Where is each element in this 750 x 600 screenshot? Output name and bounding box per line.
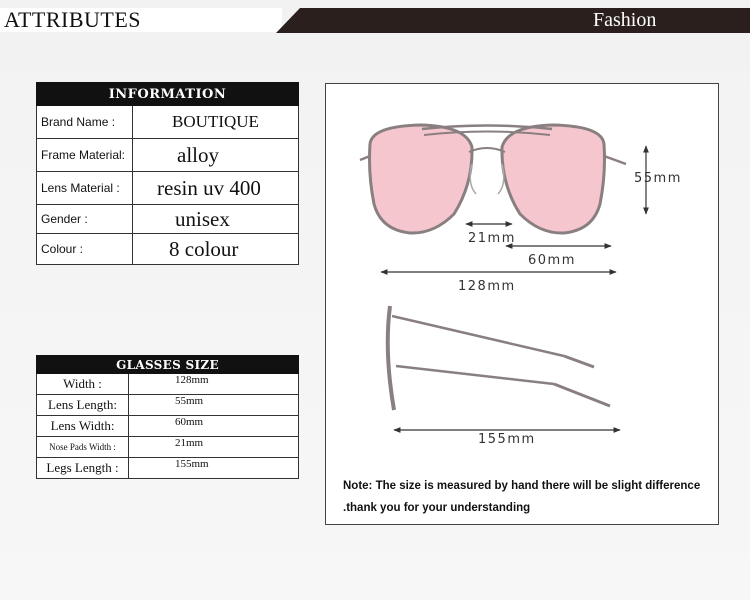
table-row <box>37 374 299 395</box>
table-row <box>37 416 299 437</box>
table-row <box>37 458 299 479</box>
leg-length-label: 155mm <box>478 432 536 447</box>
header-dark-bar <box>276 8 750 33</box>
lens-width-label: Lens Width: <box>37 416 129 437</box>
note-line-1: Note: The size is measured by hand there will be slight difference <box>343 480 701 492</box>
glasses-size-table <box>36 355 299 479</box>
colour-value: 8 colour <box>133 234 299 265</box>
nose-pads-width-value: 21mm <box>129 437 299 458</box>
table-row <box>37 395 299 416</box>
glasses-side-view <box>388 306 610 410</box>
total-width-label: 128mm <box>458 279 516 294</box>
width-label: Width : <box>37 374 129 395</box>
left-nose-pad <box>470 164 476 194</box>
note-line-2: .thank you for your understanding <box>343 502 531 514</box>
legs-length-value: 155mm <box>129 458 299 479</box>
brand-name-label: Brand Name : <box>37 106 133 139</box>
right-nose-pad <box>498 164 504 194</box>
lower-temple-tip <box>554 384 610 406</box>
information-table <box>36 82 299 265</box>
glasses-diagram <box>326 84 718 524</box>
side-frame-front <box>388 306 394 410</box>
dimension-diagram-panel <box>325 83 719 525</box>
left-lens <box>370 125 473 233</box>
table-row <box>37 172 299 205</box>
table-row <box>37 139 299 172</box>
upper-temple-arm <box>392 316 564 356</box>
gender-label: Gender : <box>37 205 133 234</box>
width-value: 128mm <box>129 374 299 395</box>
right-temple-stub <box>604 156 626 164</box>
table-row <box>37 437 299 458</box>
lens-material-label: Lens Material : <box>37 172 133 205</box>
colour-label: Colour : <box>37 234 133 265</box>
frame-material-value: alloy <box>133 139 299 172</box>
lens-height-label: 55mm <box>634 171 682 186</box>
nose-pads-width-label: Nose Pads Width : <box>37 437 129 458</box>
upper-temple-tip <box>564 356 594 367</box>
legs-length-label: Legs Length : <box>37 458 129 479</box>
gender-value: unisex <box>133 205 299 234</box>
nose-bridge <box>469 148 505 152</box>
brand-name-value: BOUTIQUE <box>133 106 299 139</box>
page-title: ATTRIBUTES <box>4 7 141 32</box>
glasses-front-view <box>360 125 626 233</box>
information-title: INFORMATION <box>37 83 299 106</box>
table-row <box>37 205 299 234</box>
table-row <box>37 234 299 265</box>
right-lens <box>502 125 605 233</box>
lens-width-value: 60mm <box>129 416 299 437</box>
lens-material-value: resin uv 400 <box>133 172 299 205</box>
nose-width-label: 21mm <box>468 231 516 246</box>
table-row <box>37 106 299 139</box>
lower-temple-arm <box>396 366 554 384</box>
header-tag: Fashion <box>593 9 657 31</box>
frame-material-label: Frame Material: <box>37 139 133 172</box>
lens-width-label: 60mm <box>528 253 576 268</box>
glasses-size-title: GLASSES SIZE <box>37 356 299 374</box>
lens-length-label: Lens Length: <box>37 395 129 416</box>
lens-length-value: 55mm <box>129 395 299 416</box>
